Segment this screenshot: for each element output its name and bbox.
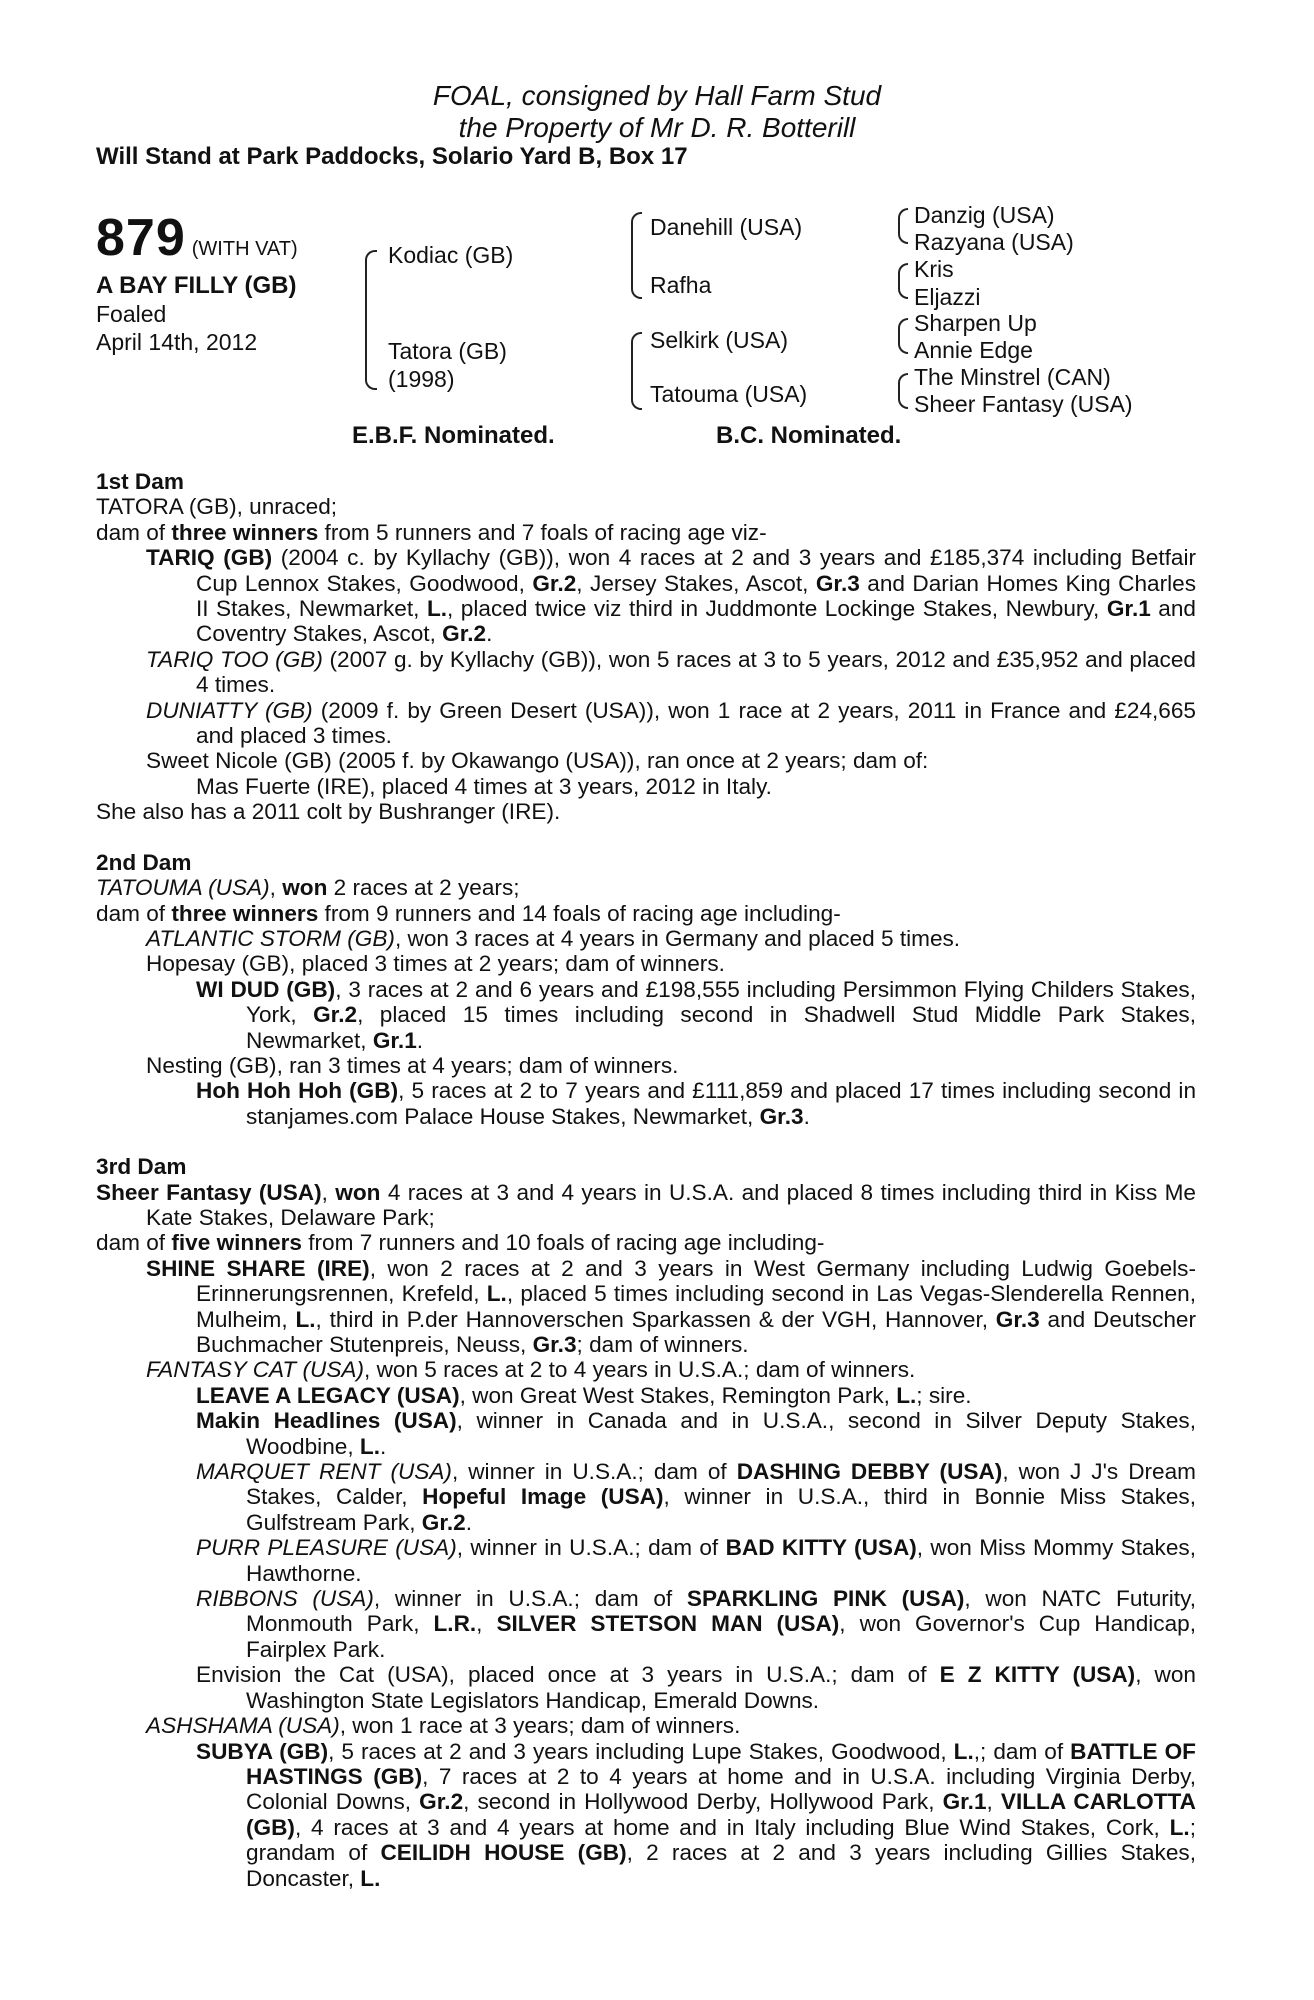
pedigree-g2: Razyana (USA) [914, 229, 1074, 255]
ebf-nomination: E.B.F. Nominated. [352, 422, 555, 449]
produce-tariq: TARIQ (GB) (2004 c. by Kyllachy (GB)), won 4 races at 2 and 3 years and £185,374 including Betfair Cup Lennox Stakes, Goodwood, Gr.2, Jersey Stakes, Ascot, Gr.3 and Darian Homes King Charles II Stakes, Newmarket, L., placed twice viz third in Juddmonte Lockinge Stakes, Newbury, Gr.1 and Coventry Stakes, Ascot, Gr.2. [146, 545, 1196, 647]
pedigree-brace-g4 [898, 373, 908, 409]
produce-hoh-hoh-hoh: Hoh Hoh Hoh (GB), 5 races at 2 to 7 years and £111,859 and placed 17 times including second in stanjames.com Palace House Stakes, Newmarket, Gr.3. [196, 1078, 1197, 1129]
produce-atlantic-storm: ATLANTIC STORM (GB), won 3 races at 4 years in Germany and placed 5 times. [146, 925, 961, 951]
third-dam-line: Sheer Fantasy (USA), won 4 races at 3 and 4 years in U.S.A. and placed 8 times including third in Kiss Me Kate Stakes, Delaware Park; [96, 1179, 1196, 1230]
produce-nesting: Nesting (GB), ran 3 times at 4 years; dam of winners. [146, 1052, 679, 1078]
pedigree-brace-g1 [898, 208, 908, 244]
third-dam-produce-summary: dam of five winners from 7 runners and 10 foals of racing age including- [96, 1230, 825, 1256]
vat-note: (WITH VAT) [191, 238, 298, 260]
first-dam-line: TATORA (GB), unraced; [96, 494, 338, 520]
lot-number-block [96, 208, 298, 268]
bc-nomination: B.C. Nominated. [716, 422, 902, 449]
pedigree-g1: Danzig (USA) [914, 202, 1055, 228]
pedigree-dam: Tatora (GB) [388, 338, 507, 364]
produce-shine-share: SHINE SHARE (IRE), won 2 races at 2 and 3 years in West Germany including Ludwig Goebels-Erinnerungsrennen, Krefeld, L., placed 5 times including second in Las Vegas-Slenderella Rennen, Mulheim, L., third in P.der Hannoverschen Sparkassen & der VGH, Hannover, Gr.3 and Deutscher Buchmacher Stutenpreis, Neuss, Gr.3; dam of winners. [146, 1255, 1196, 1357]
produce-envision-the-cat: Envision the Cat (USA), placed once at 3 years in U.S.A.; dam of E Z KITTY (USA), won Washington State Legislators Handicap, Emerald Downs. [196, 1662, 1196, 1713]
pedigree-g7: The Minstrel (CAN) [914, 364, 1111, 390]
catalogue-body [96, 469, 1196, 1891]
produce-fantasy-cat: FANTASY CAT (USA), won 5 races at 2 to 4 years in U.S.A.; dam of winners. [146, 1357, 916, 1383]
property-line: the Property of Mr D. R. Botterill [458, 112, 856, 143]
produce-marquet-rent: MARQUET RENT (USA), winner in U.S.A.; dam of DASHING DEBBY (USA), won J J's Dream Stakes, Calder, Hopeful Image (USA), winner in U.S.A., third in Bonnie Miss Stakes, Gulfstream Park, Gr.2. [196, 1459, 1197, 1535]
pedigree-sire-dam: Rafha [650, 272, 712, 298]
pedigree-g5: Sharpen Up [914, 310, 1037, 336]
produce-leave-a-legacy: LEAVE A LEGACY (USA), won Great West Stakes, Remington Park, L.; sire. [196, 1382, 972, 1408]
second-dam-heading: 2nd Dam [96, 849, 192, 875]
second-dam-produce-summary: dam of three winners from 9 runners and 14 foals of racing age including- [96, 900, 841, 926]
produce-duniatty: DUNIATTY (GB) (2009 f. by Green Desert (USA)), won 1 race at 2 years, 2011 in France and £24,665 and placed 3 times. [146, 697, 1196, 749]
third-dam-heading: 3rd Dam [96, 1154, 187, 1180]
produce-ashshama: ASHSHAMA (USA), won 1 race at 3 years; dam of winners. [146, 1713, 741, 1739]
first-dam-produce-summary: dam of three winners from 5 runners and 7 foals of racing age viz- [96, 519, 767, 545]
pedigree-dam-dam: Tatouma (USA) [650, 381, 808, 407]
stand-location: Will Stand at Park Paddocks, Solario Yard B, Box 17 [96, 143, 688, 170]
consignor-line: FOAL, consigned by Hall Farm Stud [432, 80, 882, 111]
first-dam-heading: 1st Dam [96, 469, 184, 494]
second-dam-line: TATOUMA (USA), won 2 races at 2 years; [96, 875, 520, 901]
produce-sweet-nicole: Sweet Nicole (GB) (2005 f. by Okawango (USA)), ran once at 2 years; dam of: [146, 748, 929, 774]
foaled-date: April 14th, 2012 [96, 329, 258, 355]
pedigree-brace-g2 [898, 263, 908, 299]
pedigree-brace-sire [631, 212, 642, 299]
produce-wi-dud: WI DUD (GB), 3 races at 2 and 6 years and £198,555 including Persimmon Flying Childers Stakes, York, Gr.2, placed 15 times including second in Shadwell Stud Middle Park Stakes, Newmarket, Gr.1. [196, 976, 1197, 1053]
produce-subya: SUBYA (GB), 5 races at 2 and 3 years including Lupe Stakes, Goodwood, L.,; dam of BATTLE OF HASTINGS (GB), 7 races at 2 to 4 years at home and in U.S.A. including Virginia Derby, Colonial Downs, Gr.2, second in Hollywood Derby, Hollywood Park, Gr.1, VILLA CARLOTTA (GB), 4 races at 3 and 4 years at home and in Italy including Blue Wind Stakes, Cork, L.; grandam of CEILIDH HOUSE (GB), 2 races at 2 and 3 years including Gillies Stakes, Doncaster, L. [196, 1738, 1196, 1891]
pedigree-g4: Eljazzi [914, 284, 981, 310]
pedigree-g8: Sheer Fantasy (USA) [914, 391, 1133, 417]
pedigree-brace-dam [631, 332, 642, 410]
pedigree-g6: Annie Edge [914, 337, 1033, 363]
pedigree-brace-g3 [898, 318, 908, 354]
produce-ribbons: RIBBONS (USA), winner in U.S.A.; dam of SPARKLING PINK (USA), won NATC Futurity, Monmouth Park, L.R., SILVER STETSON MAN (USA), won Governor's Cup Handicap, Fairplex Park. [196, 1586, 1196, 1662]
pedigree-sire-sire: Danehill (USA) [650, 214, 803, 240]
horse-name: A BAY FILLY (GB) [96, 272, 297, 299]
horse-details [96, 272, 296, 356]
first-dam-also: She also has a 2011 colt by Bushranger (IRE). [96, 799, 561, 825]
pedigree-sire: Kodiac (GB) [388, 242, 514, 268]
pedigree-dam-sire: Selkirk (USA) [650, 327, 789, 353]
produce-mas-fuerte: Mas Fuerte (IRE), placed 4 times at 3 years, 2012 in Italy. [196, 773, 772, 799]
pedigree-dam-year: (1998) [388, 366, 455, 392]
pedigree-g3: Kris [914, 256, 954, 282]
produce-purr-pleasure: PURR PLEASURE (USA), winner in U.S.A.; dam of BAD KITTY (USA), won Miss Mommy Stakes, Hawthorne. [196, 1535, 1196, 1586]
pedigree-brace-parents [365, 250, 377, 390]
produce-hopesay: Hopesay (GB), placed 3 times at 2 years; dam of winners. [146, 951, 725, 977]
lot-number: 879 [96, 209, 186, 267]
produce-tariq-too: TARIQ TOO (GB) (2007 g. by Kyllachy (GB)), won 5 races at 3 to 5 years, 2012 and £35,952 and placed 4 times. [146, 646, 1196, 698]
foaled-label: Foaled [96, 301, 167, 327]
produce-makin-headlines: Makin Headlines (USA), winner in Canada and in U.S.A., second in Silver Deputy Stakes, Woodbine, L.. [196, 1408, 1196, 1459]
